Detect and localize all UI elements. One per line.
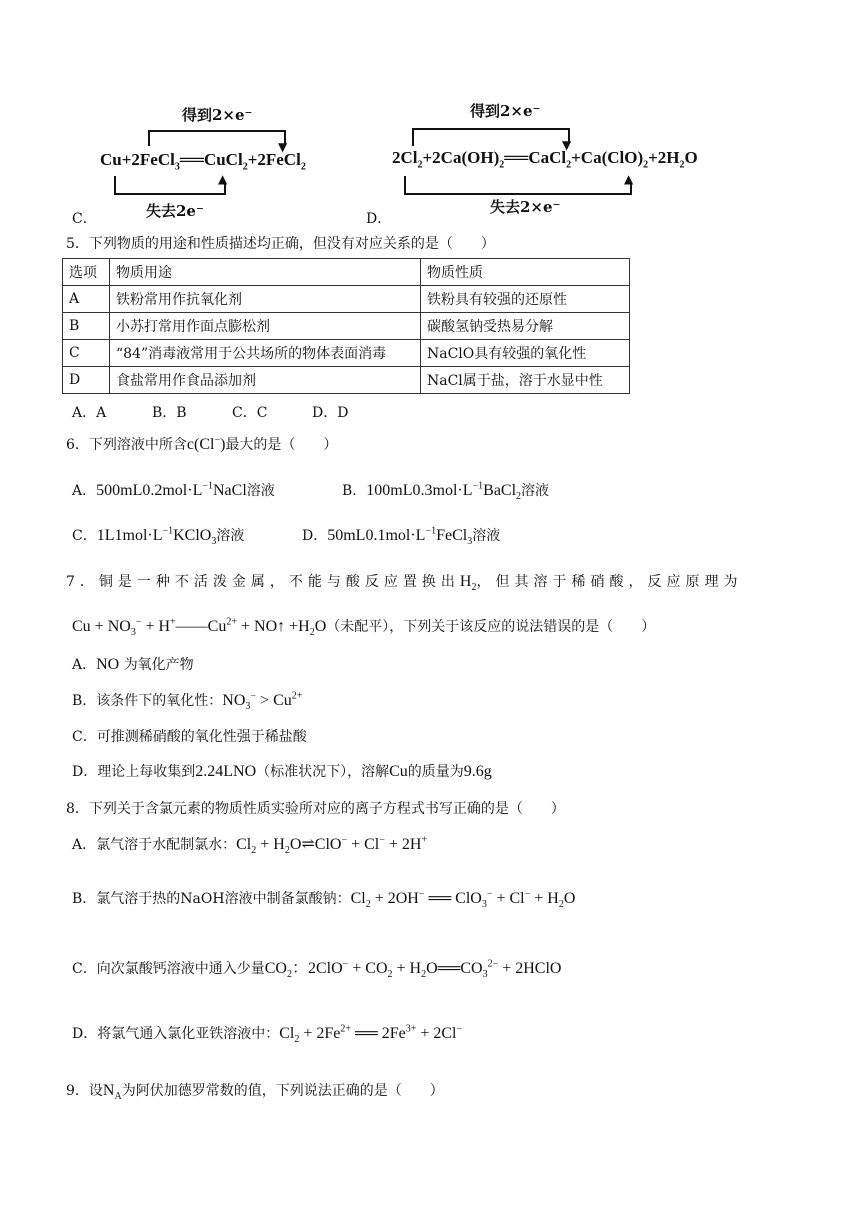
q7-option-b [72, 690, 302, 712]
q5-stem: 5．下列物质的用途和性质描述均正确，但没有对应关系的是（ ） [66, 236, 495, 252]
q7-stem-line2 [72, 616, 655, 638]
q6-formula: c(Cl−) [186, 434, 226, 453]
q7-d-volume: 2.24LNO [195, 763, 257, 780]
solution-word: 溶液 [216, 528, 245, 544]
q4-c-top-label: 得到2×e⁻ [182, 106, 253, 124]
table-header-cell: 物质性质 [421, 259, 630, 286]
q6-option-b [342, 480, 549, 502]
bracket-line [404, 193, 632, 195]
q7-d-text: （标准状况下），溶解 [256, 764, 390, 780]
q6-stem [66, 434, 337, 454]
q8-option-d [72, 1023, 462, 1045]
q7-b-text: B．该条件下的氧化性： [72, 693, 223, 709]
q6-option-d [302, 525, 500, 547]
q7-stem-text: ，但其溶于稀硝酸，反应原理为 [476, 574, 743, 590]
q5-option-a: A．A [72, 405, 107, 421]
table-header-cell: 物质用途 [110, 259, 421, 286]
q4-c-equation: Cu+2FeCl$_3$══CuCl$_2$+2FeCl$_2$ [100, 150, 306, 173]
bracket-line [148, 130, 150, 146]
q7-option-c: C．可推测稀硝酸的氧化性强于稀盐酸 [72, 729, 307, 745]
q6-b-formula: $100mL0.3mol\cdot L^{-1}BaCl_2$ [366, 480, 522, 503]
q9-stem [66, 1080, 444, 1102]
q8-a-text: A．氯气溶于水配制氯水： [72, 837, 237, 853]
q8-b-text: B．氯气溶于热的NaOH溶液中制备氯酸钠： [72, 891, 351, 907]
option-letter: A． [72, 483, 97, 499]
table-row [63, 340, 630, 367]
q6-option-c [72, 525, 244, 547]
arrow-down-icon: ▼ [562, 138, 572, 152]
q4-c-label: C． [72, 211, 97, 227]
table-cell: 铁粉具有较强的还原性 [421, 286, 630, 313]
arrow-down-icon: ▼ [278, 140, 288, 154]
q7-d-mass: 9.6g [463, 763, 492, 780]
table-cell: 小苏打常用作面点膨松剂 [110, 313, 421, 340]
q8-c-equation: $CO_2$：$2ClO^- + CO_2$ + $H_2O══CO_3^{2-}$ + 2HClO [264, 958, 562, 981]
bracket-line [114, 193, 226, 195]
table-cell: NaClO具有较强的氧化性 [421, 340, 630, 367]
option-letter: D． [302, 528, 328, 544]
q7-stem-text: 7．铜是一种不活泼金属，不能与酸反应置换出 [66, 574, 460, 590]
q8-option-c [72, 955, 561, 980]
arrow-up-icon: ▲ [218, 172, 228, 186]
q7-stem-line1 [66, 571, 742, 593]
q9-stem-text: 为阿伏加德罗常数的值，下列说法正确的是（ ） [121, 1083, 444, 1099]
q6-option-a [72, 480, 275, 500]
option-letter: C． [72, 528, 97, 544]
na-symbol: $N_A$ [102, 1082, 122, 1103]
q7-b-formula: $NO_3^- > Cu^{2+}$ [222, 690, 303, 713]
q8-d-text: D．将氯气通入氯化亚铁溶液中： [72, 1026, 280, 1042]
table-cell: D [63, 367, 110, 394]
table-header-cell: 选项 [63, 259, 110, 286]
q8-option-b [72, 888, 575, 910]
table-cell: B [63, 313, 110, 340]
solution-word: 溶液 [472, 528, 501, 544]
cu-symbol: Cu [389, 763, 408, 780]
arrow-up-icon: ▲ [624, 172, 634, 186]
h2-formula: $H_2$ [459, 573, 477, 594]
q4-d-label: D． [366, 211, 392, 227]
q8-b-equation: $Cl_2 + 2OH^-$ ══ $ClO_3^- + Cl^- + H_2O$ [350, 888, 576, 911]
q8-a-equation: $Cl_2$ + $H_2O\rightleftharpoons ClO^- + Cl^- + 2H^+$ [236, 834, 428, 857]
q7-d-text: D．理论上每收集到 [72, 764, 196, 780]
q7-option-d [72, 761, 492, 781]
table-cell: NaCl属于盐，溶于水显中性 [421, 367, 630, 394]
table-cell: 铁粉常用作抗氧化剂 [110, 286, 421, 313]
q4-d-equation: $2Cl_2+2Ca(OH)_2══CaCl_2+Ca(ClO)_2+2H_2O$ [392, 148, 698, 171]
q8-d-equation: $Cl_2 + 2Fe^{2+}$ ══ $2Fe^{3+} + 2Cl^-$ [279, 1023, 463, 1046]
bracket-line [114, 176, 116, 194]
q8-option-a [72, 834, 427, 856]
q8-stem: 8．下列关于含氯元素的物质性质实验所对应的离子方程式书写正确的是（ ） [66, 801, 565, 817]
q4-c-bottom-label: 失去2e⁻ [146, 202, 204, 220]
solution-word: 溶液 [246, 483, 275, 499]
table-header-row [63, 259, 630, 286]
bracket-line [412, 128, 414, 146]
q6-d-formula: $50mL0.1mol\cdot L^{-1}FeCl_3$ [327, 525, 473, 548]
q7-a-text: 为氧化产物 [123, 657, 194, 673]
bracket-line [412, 128, 570, 130]
option-letter: B． [342, 483, 367, 499]
q5-option-b: B．B [152, 405, 187, 421]
bracket-line [404, 176, 406, 194]
q5-option-c: C．C [232, 405, 268, 421]
q5-table [62, 258, 630, 394]
table-cell: 碳酸氢钠受热易分解 [421, 313, 630, 340]
table-cell: 食盐常用作食品添加剂 [110, 367, 421, 394]
q4-d-top-label: 得到2×e⁻ [470, 102, 541, 120]
option-letter: A． [72, 657, 97, 673]
q7-equation: $Cu + NO_3^-$ + $H^+——Cu^{2+}$ + NO↑ $+H_2O$ [72, 616, 327, 639]
q6-c-formula: $1L1mol\cdot L^{-1}KClO_3$ [96, 525, 217, 548]
bracket-line [148, 130, 286, 132]
q6-stem-post: 最大的是（ ） [225, 437, 338, 453]
table-row [63, 313, 630, 340]
table-cell: C [63, 340, 110, 367]
table-row [63, 367, 630, 394]
q4-d-bottom-label: 失去2×e⁻ [490, 198, 561, 216]
no-formula: NO [96, 656, 120, 673]
q6-a-formula: $500mL0.2mol\cdot L^{-1}NaCl$ [96, 480, 247, 499]
q8-c-text: C．向次氯酸钙溶液中通入少量 [72, 961, 265, 977]
q7-option-a [72, 654, 194, 674]
q5-option-d: D．D [312, 405, 349, 421]
table-cell: “84”消毒液常用于公共场所的物体表面消毒 [110, 340, 421, 367]
q7-d-text: 的质量为 [407, 764, 464, 780]
table-row [63, 286, 630, 313]
q6-stem-pre: 6．下列溶液中所含 [66, 437, 187, 453]
q7-note: （未配平），下列关于该反应的说法错误的是（ ） [326, 619, 656, 635]
q9-stem-text: 9．设 [66, 1083, 103, 1099]
solution-word: 溶液 [521, 483, 550, 499]
table-cell: A [63, 286, 110, 313]
